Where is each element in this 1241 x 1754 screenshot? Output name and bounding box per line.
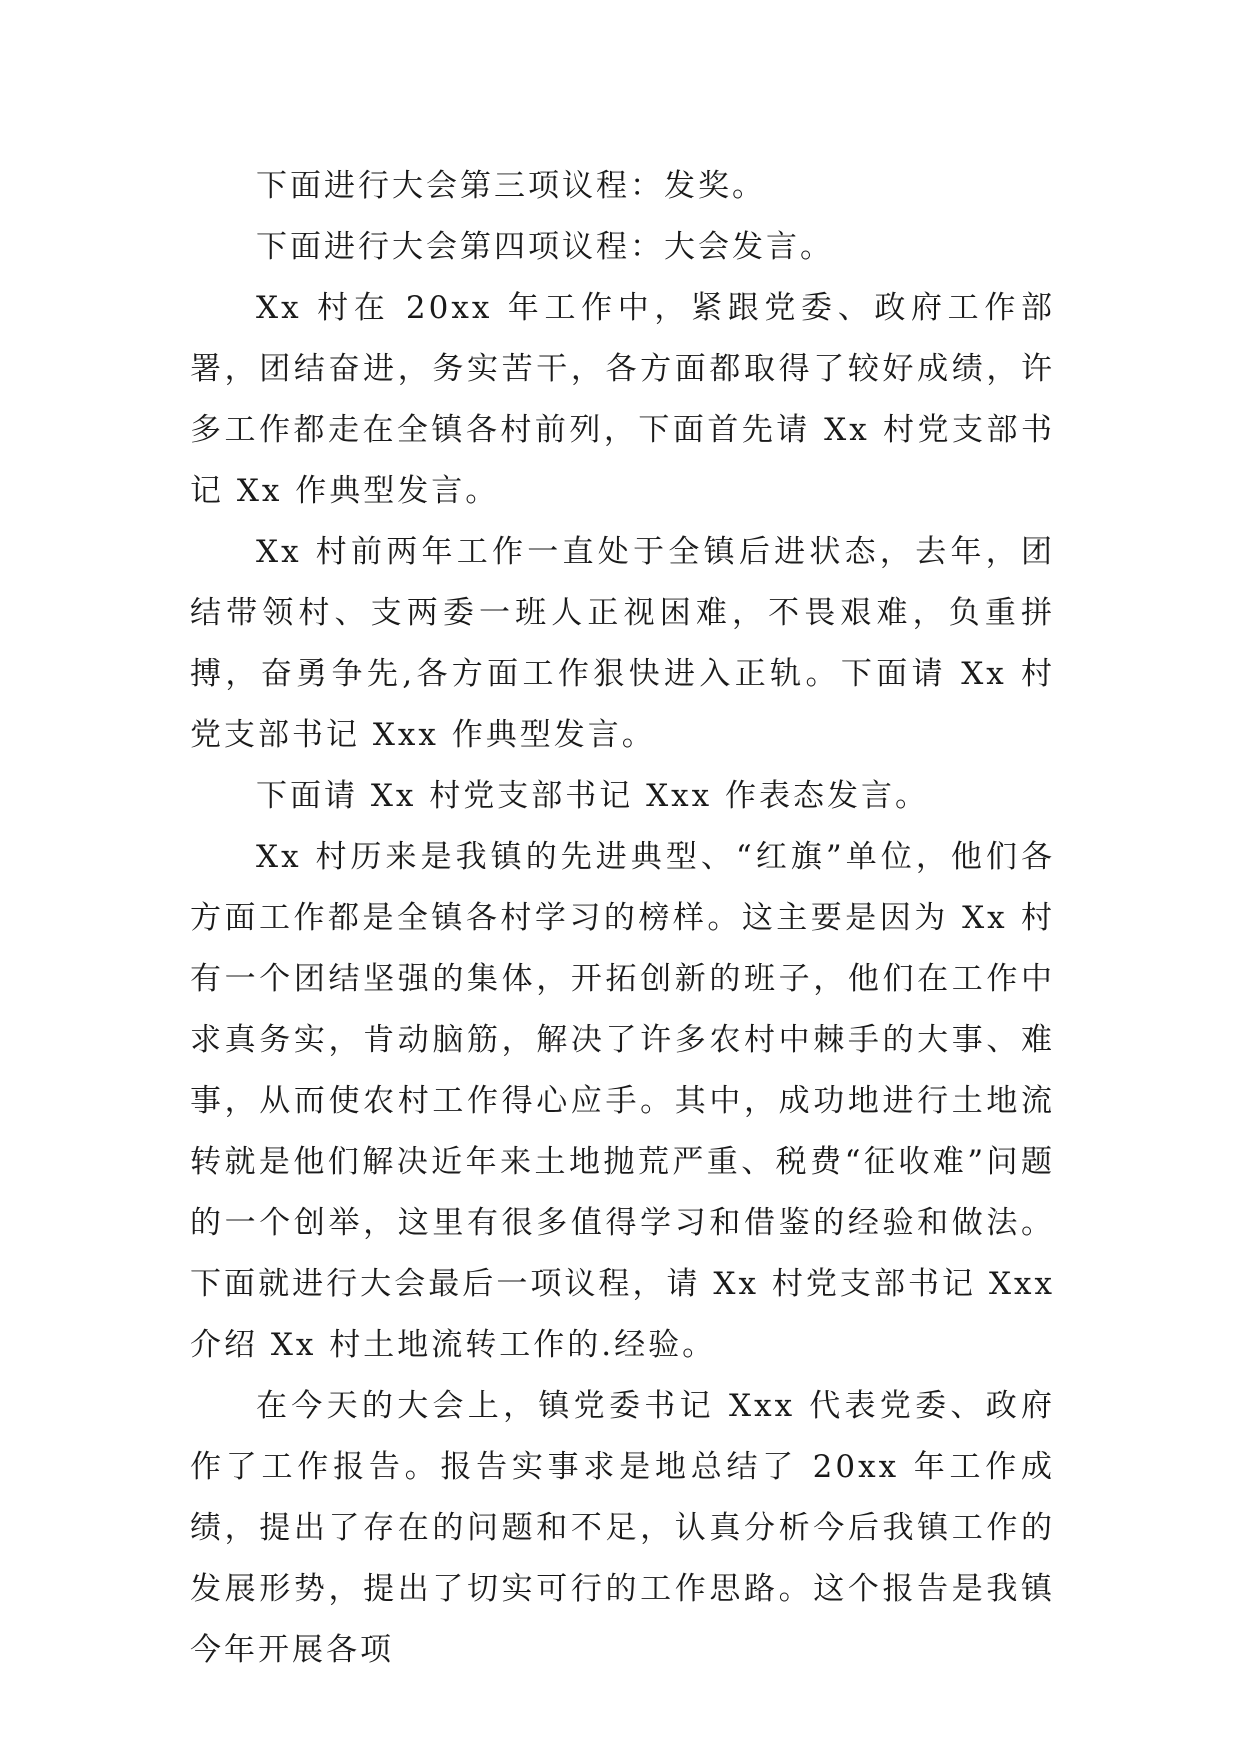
paragraph-work-report: 在今天的大会上，镇党委书记 Xxx 代表党委、政府作了工作报告。报告实事求是地总结了 20xx 年工作成绩，提出了存在的问题和不足，认真分析今后我镇工作的发展形势，提出了切实可行的工作思路。这个报告是我镇今年开展各项 (190, 1388, 1055, 1668)
paragraph-village-speech-1: Xx 村在 20xx 年工作中，紧跟党委、政府工作部署，团结奋进，务实苦干，各方面都取得了较好成绩，许多工作都走在全镇各村前列，下面首先请 Xx 村党支部书记 Xx 作典型发言。 (190, 290, 1055, 509)
document-body (190, 156, 1055, 1681)
paragraph-pledge-speech: 下面请 Xx 村党支部书记 Xxx 作表态发言。 (256, 778, 930, 814)
paragraph-land-transfer: Xx 村历来是我镇的先进典型、“红旗”单位，他们各方面工作都是全镇各村学习的榜样。这主要是因为 Xx 村有一个团结坚强的集体，开拓创新的班子，他们在工作中求真务实，肯动脑筋，解决了许多农村中棘手的大事、难事，从而使农村工作得心应手。其中，成功地进行土地流转就是他们解决近年来土地抛荒严重、税费“征收难”问题的一个创举，这里有很多值得学习和借鉴的经验和做法。下面就进行大会最后一项议程，请 Xx 村党支部书记 Xxx 介绍 Xx 村土地流转工作的.经验。 (190, 839, 1055, 1363)
paragraph-agenda-item-4: 下面进行大会第四项议程：大会发言。 (256, 229, 834, 265)
paragraph-village-speech-2: Xx 村前两年工作一直处于全镇后进状态，去年，团结带领村、支两委一班人正视困难，不畏艰难，负重拼搏，奋勇争先,各方面工作狠快进入正轨。下面请 Xx 村党支部书记 Xxx 作典型发言。 (190, 534, 1055, 753)
paragraph-agenda-item-3: 下面进行大会第三项议程：发奖。 (256, 168, 766, 204)
